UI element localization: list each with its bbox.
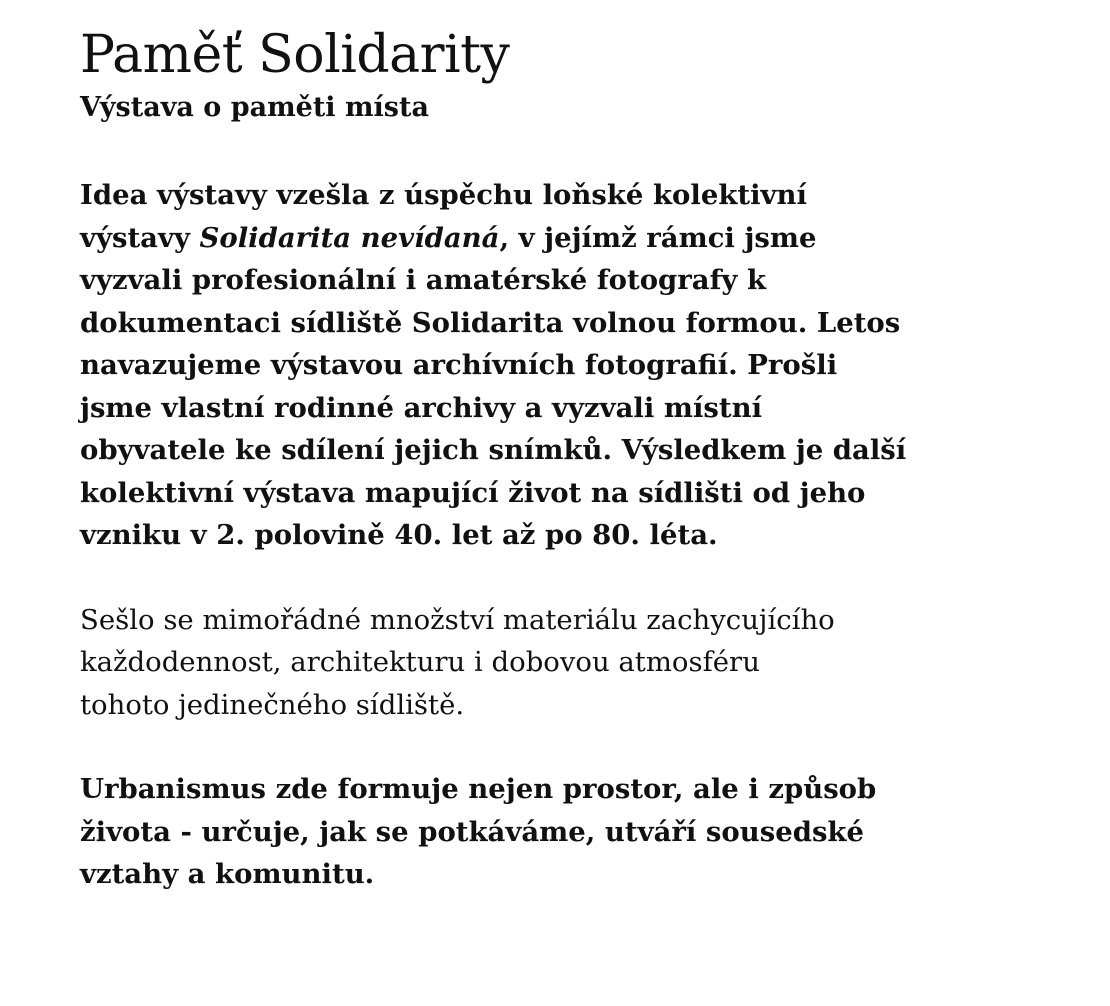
text-line: jsme vlastní rodinné archivy a vyzvali místní (80, 391, 763, 424)
page-title: Paměť Solidarity (80, 25, 510, 85)
text-segment: , v jejímž rámci jsme (499, 221, 817, 254)
text-line (80, 217, 906, 260)
intro-paragraph (80, 174, 906, 557)
material-paragraph (80, 599, 906, 727)
text-line: Urbanismus zde formuje nejen prostor, ale i způsob (80, 773, 877, 805)
text-segment: výstavy (80, 221, 200, 254)
text-line: dokumentaci sídliště Solidarita volnou formou. Letos (80, 306, 901, 339)
exhibition-name: Solidarita nevídaná (199, 221, 500, 254)
text-line: vyzvali profesionální i amatérské fotografy k (80, 264, 767, 296)
text-line: vztahy a komunitu. (80, 858, 375, 890)
text-line: každodennost, architekturu i dobovou atmosféru (80, 646, 760, 678)
exhibition-text (80, 22, 906, 896)
text-line: tohoto jedinečného sídliště. (80, 688, 465, 721)
text-line: Idea výstavy vzešla z úspěchu loňské kolektivní (80, 179, 807, 211)
text-line: obyvatele ke sdílení jejich snímků. Výsledkem je další (80, 434, 907, 466)
text-line: vzniku v 2. polovině 40. let až po 80. léta. (80, 519, 718, 551)
text-line: kolektivní výstava mapující život na sídlišti od jeho (80, 476, 866, 509)
text-line: navazujeme výstavou archívních fotografií. Prošli (80, 349, 838, 381)
text-line: Sešlo se mimořádné množství materiálu zachycujícího (80, 603, 835, 636)
page-subtitle: Výstava o paměti místa (80, 92, 429, 123)
text-line: života - určuje, jak se potkáváme, utváří sousedské (80, 815, 864, 848)
urbanism-paragraph (80, 768, 906, 896)
